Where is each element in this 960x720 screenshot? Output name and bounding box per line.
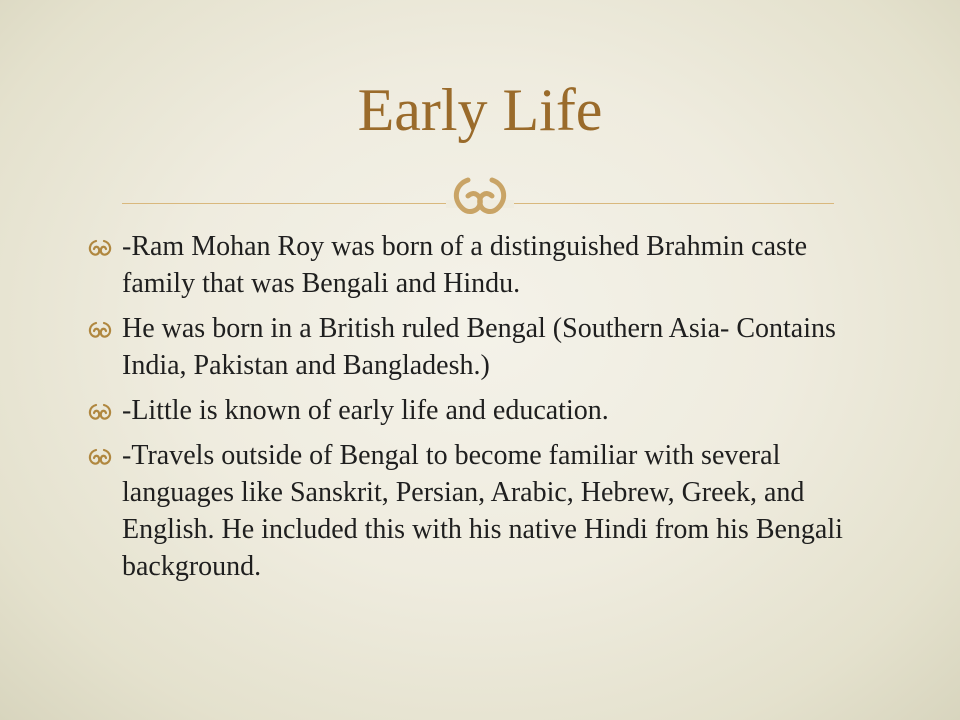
bullet-text: -Ram Mohan Roy was born of a distinguished Brahmin caste family that was Bengali and Hindu. bbox=[122, 231, 808, 299]
bullet-item bbox=[84, 310, 884, 384]
ornament-bullet-icon bbox=[84, 238, 114, 258]
ornament-bullet-icon bbox=[84, 447, 114, 467]
bullet-text: He was born in a British ruled Bengal (Southern Asia- Contains India, Pakistan and Bangladesh.) bbox=[122, 313, 836, 381]
bullet-item bbox=[84, 437, 884, 585]
bullet-text: -Little is known of early life and education. bbox=[122, 395, 609, 426]
bullet-text: -Travels outside of Bengal to become familiar with several languages like Sanskrit, Persian, Arabic, Hebrew, Greek, and English. He included this with his native Hindi from his Bengali background. bbox=[122, 440, 843, 582]
slide-title: Early Life bbox=[357, 77, 603, 143]
bullet-item bbox=[84, 228, 884, 302]
bullet-item bbox=[84, 392, 884, 429]
bullet-list bbox=[84, 228, 884, 593]
ornament-bullet-icon bbox=[84, 320, 114, 340]
divider-ornament-icon bbox=[438, 170, 522, 220]
ornament-bullet-icon bbox=[84, 402, 114, 422]
